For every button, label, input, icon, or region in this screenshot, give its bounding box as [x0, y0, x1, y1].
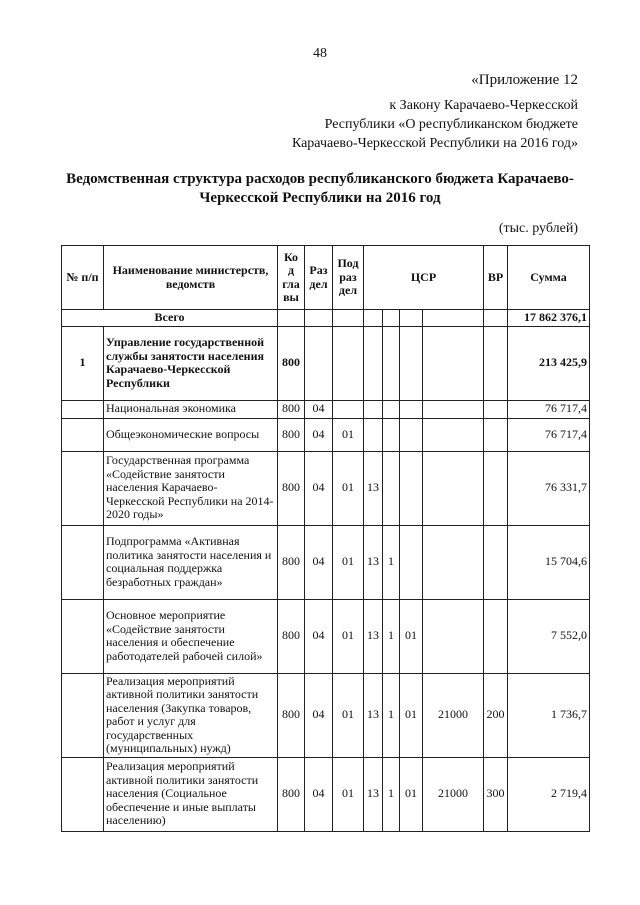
table-row — [62, 525, 590, 599]
table-cell — [423, 310, 484, 327]
cell-c2: 1 — [383, 757, 400, 831]
cell-name: Реализация мероприятий активной политики занятости населения (Социальное обеспечение и иные выплаты населению) — [104, 757, 278, 831]
cell-sum: 7 552,0 — [508, 599, 590, 673]
cell-code: 800 — [278, 451, 305, 525]
header-razdel: Раз дел — [305, 246, 333, 310]
cell-sum: 213 425,9 — [508, 326, 590, 400]
cell-c4 — [423, 400, 484, 418]
cell-podrazdel: 01 — [333, 525, 364, 599]
table-row — [62, 757, 590, 831]
header-name: Наименование министерств, ведомств — [104, 246, 278, 310]
cell-sum: 15 704,6 — [508, 525, 590, 599]
cell-num — [62, 757, 104, 831]
total-row — [62, 310, 590, 327]
cell-num — [62, 451, 104, 525]
cell-razdel: 04 — [305, 525, 333, 599]
law-line: к Закону Карачаево-Черкесской — [389, 98, 578, 113]
table-row — [62, 418, 590, 451]
cell-c3 — [400, 326, 423, 400]
cell-c3 — [400, 525, 423, 599]
cell-c4 — [423, 418, 484, 451]
cell-num — [62, 525, 104, 599]
cell-c1 — [364, 400, 383, 418]
cell-code: 800 — [278, 599, 305, 673]
cell-code: 800 — [278, 326, 305, 400]
table-cell — [278, 310, 305, 327]
appendix-label: «Приложение 12 — [471, 72, 578, 88]
cell-c1: 13 — [364, 757, 383, 831]
cell-num — [62, 418, 104, 451]
title-line: Ведомственная структура расходов республиканского бюджета Карачаево- — [66, 171, 574, 187]
cell-c2: 1 — [383, 673, 400, 757]
cell-c3 — [400, 400, 423, 418]
cell-vr: 200 — [484, 673, 508, 757]
cell-code: 800 — [278, 400, 305, 418]
cell-code: 800 — [278, 757, 305, 831]
cell-c2 — [383, 326, 400, 400]
cell-c1 — [364, 418, 383, 451]
cell-c2: 1 — [383, 525, 400, 599]
cell-name: Общеэкономические вопросы — [104, 418, 278, 451]
page-number: 48 — [313, 46, 327, 61]
cell-vr — [484, 599, 508, 673]
table-cell — [400, 310, 423, 327]
cell-c3 — [400, 451, 423, 525]
header-csr: ЦСР — [364, 246, 484, 310]
header-vr: ВР — [484, 246, 508, 310]
cell-c1: 13 — [364, 599, 383, 673]
cell-podrazdel: 01 — [333, 451, 364, 525]
cell-razdel — [305, 326, 333, 400]
cell-num — [62, 599, 104, 673]
table-row — [62, 673, 590, 757]
cell-c4 — [423, 326, 484, 400]
table-cell — [305, 310, 333, 327]
document-title — [60, 170, 580, 208]
cell-podrazdel — [333, 326, 364, 400]
table-row — [62, 400, 590, 418]
cell-c2: 1 — [383, 599, 400, 673]
cell-name: Реализация мероприятий активной политики занятости населения (Закупка товаров, работ и услуг для государственных (муниципальных) нужд) — [104, 673, 278, 757]
cell-podrazdel — [333, 400, 364, 418]
table-row — [62, 599, 590, 673]
cell-razdel: 04 — [305, 599, 333, 673]
cell-code: 800 — [278, 525, 305, 599]
cell-vr — [484, 525, 508, 599]
header-podrazdel: Под раз дел — [333, 246, 364, 310]
cell-name: Основное мероприятие «Содействие занятости населения и обеспечение работодателей рабочей силой» — [104, 599, 278, 673]
cell-num — [62, 400, 104, 418]
cell-c3: 01 — [400, 673, 423, 757]
law-line: Республики «О республиканском бюджете — [324, 117, 578, 132]
cell-sum: 1 736,7 — [508, 673, 590, 757]
cell-sum: 76 331,7 — [508, 451, 590, 525]
cell-vr — [484, 400, 508, 418]
cell-podrazdel: 01 — [333, 418, 364, 451]
cell-c2 — [383, 451, 400, 525]
cell-c2 — [383, 418, 400, 451]
header-code: Ко д гла вы — [278, 246, 305, 310]
cell-podrazdel: 01 — [333, 757, 364, 831]
cell-name: Подпрограмма «Активная политика занятости населения и социальная поддержка безработных граждан» — [104, 525, 278, 599]
table-cell — [333, 310, 364, 327]
cell-sum: 76 717,4 — [508, 400, 590, 418]
cell-name: Управление государственной службы занятости населения Карачаево-Черкесской Республики — [104, 326, 278, 400]
cell-c1: 13 — [364, 673, 383, 757]
cell-c4: 21000 — [423, 673, 484, 757]
table-cell — [383, 310, 400, 327]
budget-table — [61, 245, 590, 832]
cell-c3 — [400, 418, 423, 451]
total-sum: 17 862 376,1 — [508, 310, 590, 327]
cell-sum: 2 719,4 — [508, 757, 590, 831]
cell-c3: 01 — [400, 599, 423, 673]
law-line: Карачаево-Черкесской Республики на 2016 год» — [291, 136, 578, 151]
table-cell — [364, 310, 383, 327]
cell-razdel: 04 — [305, 451, 333, 525]
table-row — [62, 451, 590, 525]
law-reference — [292, 96, 578, 153]
cell-c3: 01 — [400, 757, 423, 831]
cell-razdel: 04 — [305, 757, 333, 831]
header-num: № п/п — [62, 246, 104, 310]
cell-num: 1 — [62, 326, 104, 400]
cell-c1 — [364, 326, 383, 400]
cell-name: Национальная экономика — [104, 400, 278, 418]
cell-c4 — [423, 599, 484, 673]
cell-vr — [484, 451, 508, 525]
table-body — [62, 326, 590, 831]
cell-sum: 76 717,4 — [508, 418, 590, 451]
table-cell — [484, 310, 508, 327]
cell-name: Государственная программа «Содействие занятости населения Карачаево-Черкесской Республики на 2014-2020 годы» — [104, 451, 278, 525]
table-row — [62, 326, 590, 400]
cell-razdel: 04 — [305, 673, 333, 757]
cell-c1: 13 — [364, 451, 383, 525]
cell-vr — [484, 418, 508, 451]
cell-code: 800 — [278, 418, 305, 451]
cell-c1: 13 — [364, 525, 383, 599]
title-line: Черкесской Республики на 2016 год — [199, 190, 441, 206]
cell-c4 — [423, 451, 484, 525]
cell-c4: 21000 — [423, 757, 484, 831]
cell-vr — [484, 326, 508, 400]
cell-code: 800 — [278, 673, 305, 757]
cell-razdel: 04 — [305, 400, 333, 418]
cell-podrazdel: 01 — [333, 599, 364, 673]
units-label: (тыс. рублей) — [498, 221, 578, 236]
total-label: Всего — [62, 310, 278, 327]
cell-razdel: 04 — [305, 418, 333, 451]
cell-c2 — [383, 400, 400, 418]
cell-c4 — [423, 525, 484, 599]
cell-podrazdel: 01 — [333, 673, 364, 757]
cell-vr: 300 — [484, 757, 508, 831]
cell-num — [62, 673, 104, 757]
header-sum: Сумма — [508, 246, 590, 310]
